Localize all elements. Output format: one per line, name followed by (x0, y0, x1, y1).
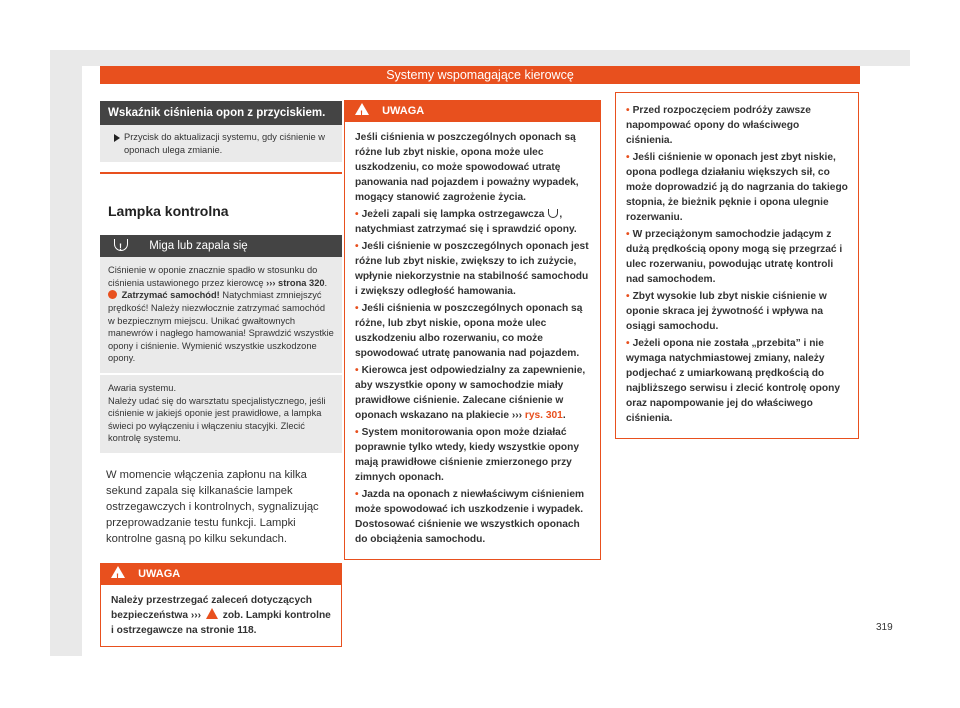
stop-icon (108, 290, 117, 299)
tire-pressure-icon (114, 239, 128, 251)
lamp-heading (100, 235, 342, 257)
warning-triangle-icon (355, 103, 369, 115)
lamp-text-1-link[interactable]: strona 320 (278, 277, 325, 288)
warning-heading (345, 101, 600, 122)
lamp-text-1-stop: Zatrzymać samochód! (121, 290, 220, 301)
lamp-text-2a: Awaria systemu. (108, 382, 177, 393)
warning-bullet: • Jazda na oponach z niewłaściwym ciśnieniem może spowodować ich uszkodzenie i wypadek. Dostosować ciśnienie we wszystkich oponach do obciążenia samochodu. (355, 489, 585, 545)
warning-label: UWAGA (138, 567, 181, 580)
warning-bullet: • Jeżeli opona nie została „przebita” i nie wymaga natychmiastowej zmiany, należy podjechać z umiarkowaną prędkością do najbliższego serwisu i zlecić kontrolę opony oraz napompowanie jej do właściwego ciśnienia. (626, 338, 840, 424)
lamp-text-1b: Natychmiast zmniejszyć prędkość! Należy niezwłocznie zatrzymać samochód w bezpiecznym miejscu. Unikać gwałtownych manewrów i nagłego hamowania! Sprawdzić wszystkie opony i ciśnienie. Wymienić wszystkie uszkodzone opony. (108, 290, 334, 364)
warning-heading (101, 564, 341, 585)
warning-text-b: zob. Lampki kontrolne i ostrzegawcze na stronie 118. (111, 609, 331, 636)
warning-bullet: • Kierowca jest odpowiedzialny za zapewnienie, aby wszystkie opony w samochodzie miały prawidłowe ciśnienie. Zalecane ciśnienie w oponach wskazano na plakiecie ››› rys. 301. (355, 365, 586, 421)
indicator-box (100, 125, 342, 162)
warning-bullet: • Jeśli ciśnienie w oponach jest zbyt niskie, opona podlega działaniu większych sił, co może doprowadzić ją do nagrzania do takiego stopnia, że bieżnik pęknie i opona ulegnie rozerwaniu. (626, 152, 848, 223)
tire-pressure-icon (548, 209, 558, 218)
warning-intro: Jeśli ciśnienia w poszczególnych oponach są różne lub zbyt niskie, opona może ulec uszkodzeniu, co może spowodować utratę panowania nad pojazdem i poważny wypadek, mogący stanowić zagrożenie życia. (355, 132, 579, 203)
column-right (615, 92, 859, 439)
warning-body (345, 122, 600, 559)
warning-box-left (100, 563, 342, 647)
lamp-text-1a: Ciśnienie w oponie znacznie spadło w stosunku do ciśnienia ustawionego przez kierowcę (108, 265, 318, 288)
page-header: Systemy wspomagające kierowcę (100, 66, 860, 84)
warning-ref: ››› (190, 609, 202, 621)
warning-bullet: • Jeśli ciśnienia w poszczególnych oponach są różne, lub zbyt niskie, opona może ulec uszkodzeniu albo rozerwaniu, co może spowodować utratę panowania nad pojazdem. (355, 303, 583, 359)
page-number: 319 (876, 622, 893, 633)
warning-triangle-icon (206, 608, 218, 619)
warning-body (101, 585, 341, 646)
section-divider (100, 172, 342, 174)
warning-box-right (615, 92, 859, 439)
warning-bullet: • System monitorowania opon może działać poprawnie tylko wtedy, kiedy wszystkie opony mają prawidłowe ciśnienie zmierzonego przy zimnych oponach. (355, 427, 579, 483)
lamp-box-1: Ciśnienie w oponie znacznie spadło w stosunku do ciśnienia ustawionego przez kierowcę ››› strona 320. Zatrzymać samochód! Natychmiast zmniejszyć prędkość! Należy niezwłocznie zatrzymać samochód w bezpiecznym miejscu. Unikać gwałtownych manewrów i nagłego hamowania! Sprawdzić wszystkie opony i ciśnienie. Wymienić wszystkie uszkodzone opony. (100, 257, 342, 373)
warning-text-a: Należy przestrzegać zaleceń dotyczących bezpieczeństwa (111, 594, 313, 621)
warning-bullet: • W przeciążonym samochodzie jadącym z dużą prędkością opony mogą się przegrzać i ulec rozerwaniu, powodując utratę kontroli nad samochodem. (626, 229, 843, 285)
lamp-text-2b: Należy udać się do warsztatu specjalistycznego, jeśli ciśnienie w jakiejś oponie jest prawidłowe, a lampka świeci po wyłączeniu i włączeniu stacyjki. Zlecić kontrolę systemu. (108, 395, 326, 444)
lamp-box-2 (100, 374, 342, 453)
warning-bullet: • Jeśli ciśnienie w poszczególnych oponach jest różne lub zbyt niskie, zwiększy to ich zużycie, wpłynie niekorzystnie na stabilność samochodu i zwiększy odległość hamowania. (355, 241, 589, 297)
warning-triangle-icon (111, 566, 125, 578)
body-paragraph: W momencie włączenia zapłonu na kilka sekund zapala się kilkanaście lampek ostrzegawczych i kontrolnych, sygnalizując przeprowadzanie testu funkcji. Lampki kontrolne gasną po kilku sekundach. (106, 468, 319, 545)
lamp-section-title: Lampka kontrolna (108, 203, 229, 220)
warning-label: UWAGA (382, 105, 425, 117)
warning-box-middle (344, 100, 601, 560)
figure-link[interactable]: rys. 301 (524, 410, 563, 421)
warning-bullet: • Jeżeli zapali się lampka ostrzegawcza , natychmiast zatrzymać się i sprawdzić opony. (355, 209, 577, 235)
warning-bullet: • Przed rozpoczęciem podróży zawsze napompować opony do właściwego ciśnienia. (626, 105, 811, 146)
indicator-text: Przycisk do aktualizacji systemu, gdy ciśnienie w oponach ulega zmianie. (124, 132, 325, 155)
warning-bullet: • Zbyt wysokie lub zbyt niskie ciśnienie w oponie skraca jej żywotność i wpływa na osiągi samochodu. (626, 291, 827, 332)
column-left (100, 101, 342, 647)
warning-body (616, 93, 858, 438)
lamp-text-1-ref: ››› (266, 277, 276, 288)
column-middle (344, 100, 601, 560)
lamp-heading-label: Miga lub zapala się (149, 240, 248, 253)
indicator-heading: Wskaźnik ciśnienia opon z przyciskiem. (100, 101, 342, 125)
arrow-bullet-icon (114, 134, 120, 142)
